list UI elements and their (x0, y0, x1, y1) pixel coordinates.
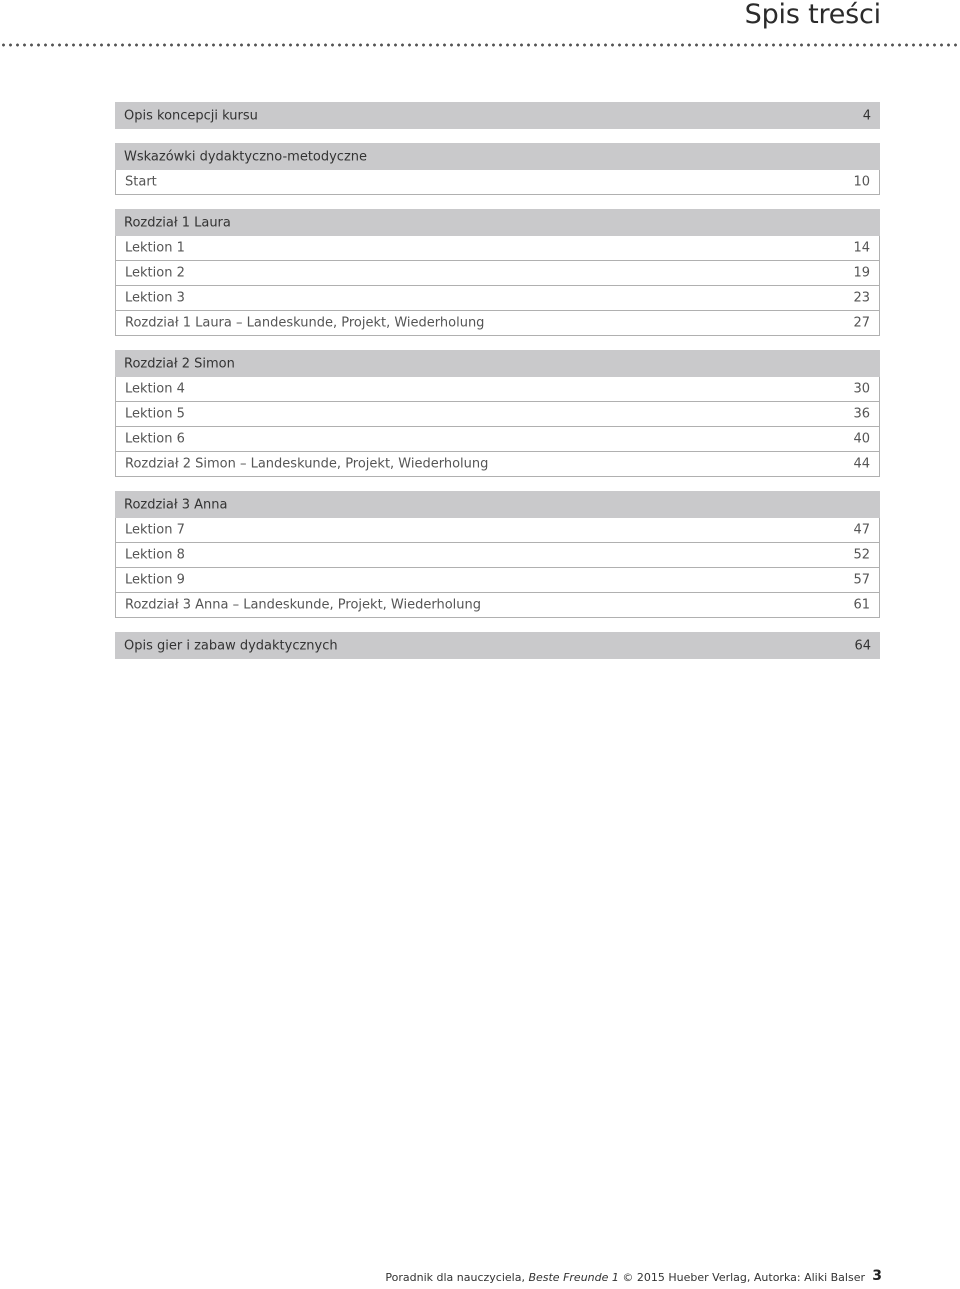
toc-entry-label: Lektion 1 (125, 240, 185, 256)
toc-entry-row[interactable] (115, 568, 880, 593)
toc-section-games (115, 632, 880, 659)
page-title: Spis treści (744, 0, 881, 30)
page-footer (385, 1271, 865, 1284)
toc-section-chapter-2 (115, 350, 880, 477)
toc-page-number: 10 (853, 174, 870, 190)
toc-section-chapter-1 (115, 209, 880, 336)
toc-entry-row[interactable] (115, 452, 880, 477)
toc-header-row (115, 143, 880, 170)
toc-page-number: 44 (853, 456, 870, 472)
toc-page-number: 23 (853, 290, 870, 306)
toc-page-number: 61 (853, 597, 870, 613)
toc-page-number: 40 (853, 431, 870, 447)
toc-entry-label: Lektion 2 (125, 265, 185, 281)
toc-entry-row[interactable] (115, 543, 880, 568)
toc-entry-label: Lektion 4 (125, 381, 185, 397)
toc-page-number: 27 (853, 315, 870, 331)
toc-entry-row[interactable] (115, 261, 880, 286)
toc-entry-row[interactable] (115, 377, 880, 402)
toc-page-number: 52 (853, 547, 870, 563)
toc-page-number: 14 (853, 240, 870, 256)
toc-entry-label: Lektion 3 (125, 290, 185, 306)
footer-text-after: © 2015 Hueber Verlag, Autorka: Aliki Balser (618, 1271, 865, 1284)
toc-entry-row[interactable] (115, 518, 880, 543)
toc-section-didactic-guidelines (115, 143, 880, 195)
toc-header-label: Opis koncepcji kursu (124, 108, 258, 123)
toc-entry-label: Lektion 8 (125, 547, 185, 563)
toc-entry-label: Lektion 5 (125, 406, 185, 422)
toc-header-row[interactable] (115, 632, 880, 659)
toc-header-label: Rozdział 2 Simon (124, 356, 235, 371)
footer-text-before: Poradnik dla nauczyciela, (385, 1271, 529, 1284)
toc-entry-label: Rozdział 2 Simon – Landeskunde, Projekt, Wiederholung (125, 456, 489, 472)
toc-header-row (115, 350, 880, 377)
toc-header-row[interactable] (115, 102, 880, 129)
toc-entry-row[interactable] (115, 286, 880, 311)
toc-entry-row[interactable] (115, 593, 880, 618)
toc-header-label: Wskazówki dydaktyczno-metodyczne (124, 149, 368, 164)
toc-entry-label: Start (125, 174, 157, 190)
toc-header-label: Rozdział 3 Anna (124, 497, 228, 512)
toc-entry-row[interactable] (115, 170, 880, 195)
toc-page-number: 47 (853, 522, 870, 538)
toc-entry-row[interactable] (115, 402, 880, 427)
toc-page-number: 64 (854, 638, 871, 653)
toc-page-number: 30 (853, 381, 870, 397)
toc-section-chapter-3 (115, 491, 880, 618)
toc-header-label: Rozdział 1 Laura (124, 215, 231, 230)
toc-header-label: Opis gier i zabaw dydaktycznych (124, 638, 338, 653)
toc-page-number: 4 (862, 108, 871, 123)
page-number: 3 (872, 1268, 882, 1284)
toc-entry-label: Rozdział 3 Anna – Landeskunde, Projekt, Wiederholung (125, 597, 482, 613)
footer-book-title: Beste Freunde 1 (528, 1271, 619, 1284)
toc-section-course-concept (115, 102, 880, 129)
toc-entry-row[interactable] (115, 236, 880, 261)
toc-entry-label: Rozdział 1 Laura – Landeskunde, Projekt, Wiederholung (125, 315, 485, 331)
toc-page-number: 19 (853, 265, 870, 281)
toc-header-row (115, 209, 880, 236)
table-of-contents (115, 102, 880, 673)
toc-entry-label: Lektion 6 (125, 431, 185, 447)
toc-header-row (115, 491, 880, 518)
toc-entry-label: Lektion 7 (125, 522, 185, 538)
toc-page-number: 36 (853, 406, 870, 422)
toc-entry-row[interactable] (115, 311, 880, 336)
dotted-divider (0, 42, 960, 48)
toc-entry-row[interactable] (115, 427, 880, 452)
toc-entry-label: Lektion 9 (125, 572, 185, 588)
toc-page-number: 57 (853, 572, 870, 588)
